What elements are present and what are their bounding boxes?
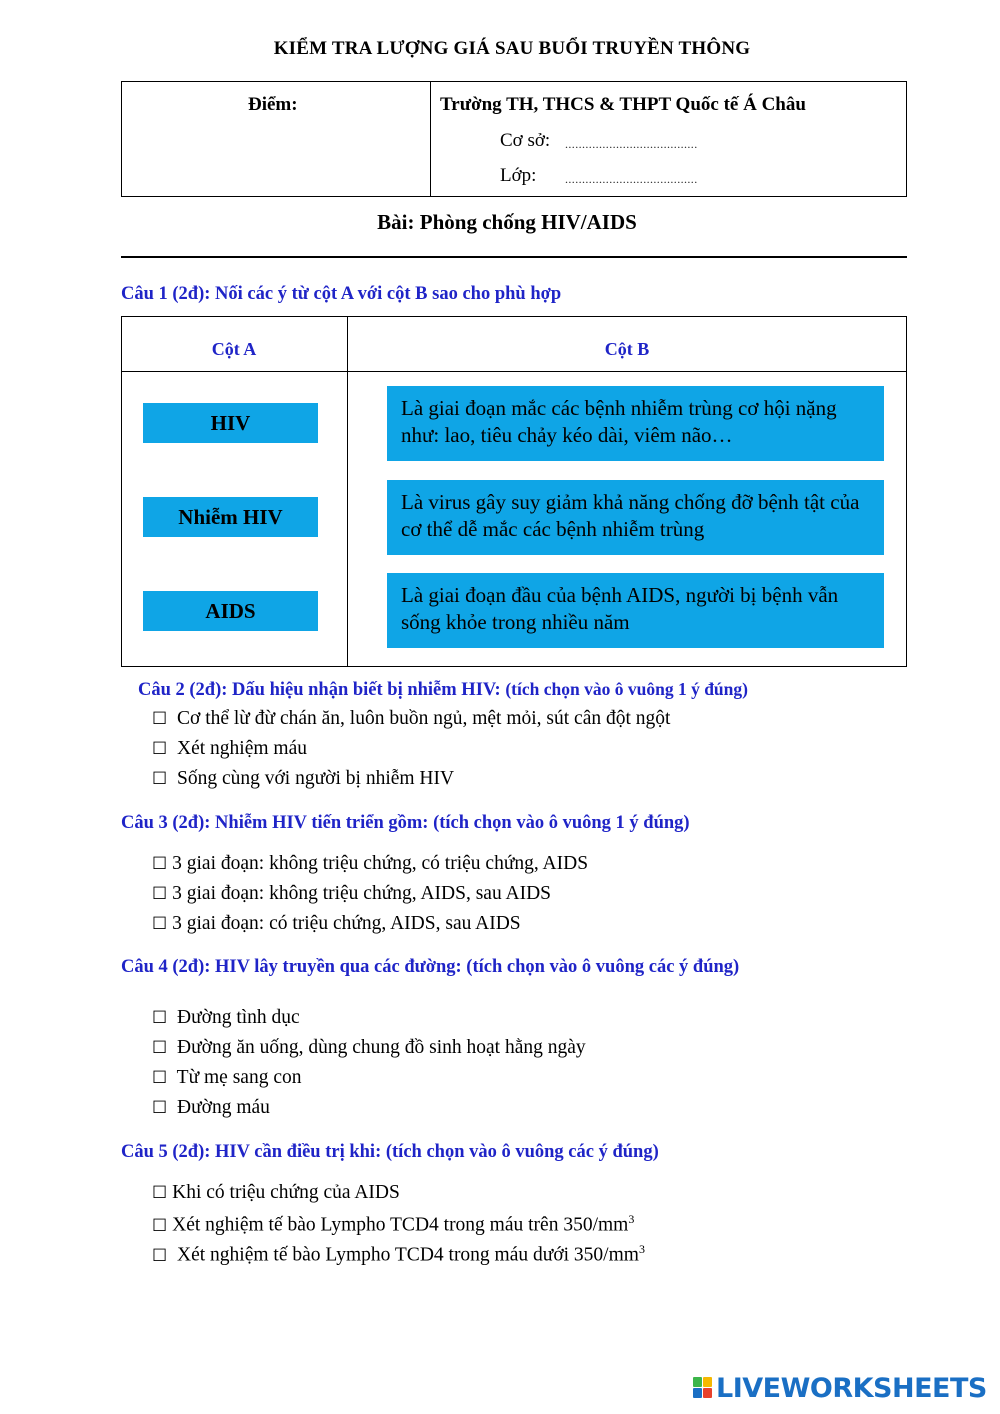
option-label: 3 giai đoạn: không triệu chứng, có triệu chứng, AIDS [172,853,589,874]
liveworksheets-logo [693,1373,987,1403]
class-label: Lớp: [500,165,537,186]
header-divider [430,81,431,197]
option-label: Từ mẹ sang con [176,1067,302,1088]
q2-title-text: Câu 2 (2đ): Dấu hiệu nhận biết bị nhiễm HIV: [138,680,501,700]
option-label: Khi có triệu chứng của AIDS [172,1182,400,1203]
logo-icon [693,1377,713,1399]
checkbox-icon[interactable]: ☐ [152,1068,168,1088]
q4-option[interactable] [152,1037,586,1059]
superscript: 3 [628,1212,635,1226]
divider [121,256,907,258]
match-a-item[interactable]: Nhiễm HIV [143,497,318,537]
lesson-title: Bài: Phòng chống HIV/AIDS [377,210,637,234]
campus-input[interactable]: ....................................... [565,137,698,151]
option-label: Sống cùng với người bị nhiễm HIV [177,768,455,789]
q4-option[interactable] [152,1067,301,1089]
q4-option[interactable] [152,1007,300,1029]
checkbox-icon[interactable]: ☐ [152,914,168,934]
checkbox-icon[interactable]: ☐ [152,854,168,874]
matching-table-header-line [121,371,907,372]
matching-table-divider [347,316,348,667]
match-a-item[interactable]: AIDS [143,591,318,631]
q3-option[interactable] [152,853,588,875]
checkbox-icon[interactable]: ☐ [152,769,168,789]
checkbox-icon[interactable]: ☐ [152,1038,168,1058]
q3-title: Câu 3 (2đ): Nhiễm HIV tiến triển gồm: (tích chọn vào ô vuông 1 ý đúng) [121,813,690,833]
match-a-item[interactable]: HIV [143,403,318,443]
q2-option[interactable] [152,768,454,790]
option-label: Xét nghiệm máu [177,738,307,759]
option-label: Đường ăn uống, dùng chung đồ sinh hoạt hằng ngày [177,1037,586,1058]
q5-option[interactable] [152,1242,645,1267]
checkbox-icon[interactable]: ☐ [152,1183,168,1203]
column-b-header: Cột B [604,339,650,359]
q2-option[interactable] [152,738,307,760]
option-label: 3 giai đoạn: không triệu chứng, AIDS, sau AIDS [172,883,551,904]
option-label: Xét nghiệm tế bào Lympho TCD4 trong máu dưới 350/mm [177,1244,639,1266]
q5-option[interactable] [152,1212,634,1237]
match-b-item[interactable]: Là virus gây suy giảm khả năng chống đỡ bệnh tật của cơ thể dễ mắc các bệnh nhiễm trùng [387,480,884,555]
q5-title: Câu 5 (2đ): HIV cần điều trị khi: (tích chọn vào ô vuông các ý đúng) [121,1142,659,1162]
school-name: Trường TH, THCS & THPT Quốc tế Á Châu [440,94,806,115]
checkbox-icon[interactable]: ☐ [152,1098,168,1118]
match-b-item[interactable]: Là giai đoạn mắc các bệnh nhiễm trùng cơ hội nặng như: lao, tiêu chảy kéo dài, viêm não… [387,386,884,461]
checkbox-icon[interactable]: ☐ [152,1245,168,1266]
q4-title: Câu 4 (2đ): HIV lây truyền qua các đường: (tích chọn vào ô vuông các ý đúng) [121,957,740,977]
column-a-header: Cột A [211,339,257,359]
match-b-item[interactable]: Là giai đoạn đầu của bệnh AIDS, người bị bệnh vẫn sống khỏe trong nhiều năm [387,573,884,648]
q2-option[interactable] [152,708,670,730]
checkbox-icon[interactable]: ☐ [152,884,168,904]
q2-title [138,679,748,701]
logo-text: LIVEWORKSHEETS [716,1372,987,1404]
option-label: Đường tình dục [177,1007,300,1028]
score-label: Điểm: [248,94,298,115]
checkbox-icon[interactable]: ☐ [152,739,168,759]
option-label: Cơ thể lừ đừ chán ăn, luôn buồn ngủ, mệt mỏi, sút cân đột ngột [177,708,671,729]
q4-option[interactable] [152,1097,270,1119]
checkbox-icon[interactable]: ☐ [152,1008,168,1028]
checkbox-icon[interactable]: ☐ [152,1215,168,1236]
option-label: Đường máu [177,1097,270,1118]
option-label: 3 giai đoạn: có triệu chứng, AIDS, sau AIDS [172,913,521,934]
option-label: Xét nghiệm tế bào Lympho TCD4 trong máu trên 350/mm [172,1214,629,1236]
page-title: KIỂM TRA LƯỢNG GIÁ SAU BUỔI TRUYỀN THÔNG [273,38,751,59]
class-input[interactable]: ....................................... [565,172,698,186]
q5-option[interactable] [152,1182,400,1204]
q1-title: Câu 1 (2đ): Nối các ý từ cột A với cột B sao cho phù hợp [121,284,562,304]
campus-label: Cơ sở: [500,130,551,151]
q2-hint: (tích chọn vào ô vuông 1 ý đúng) [505,679,748,699]
superscript: 3 [638,1242,645,1256]
q3-option[interactable] [152,883,551,905]
checkbox-icon[interactable]: ☐ [152,709,168,729]
q3-option[interactable] [152,913,521,935]
